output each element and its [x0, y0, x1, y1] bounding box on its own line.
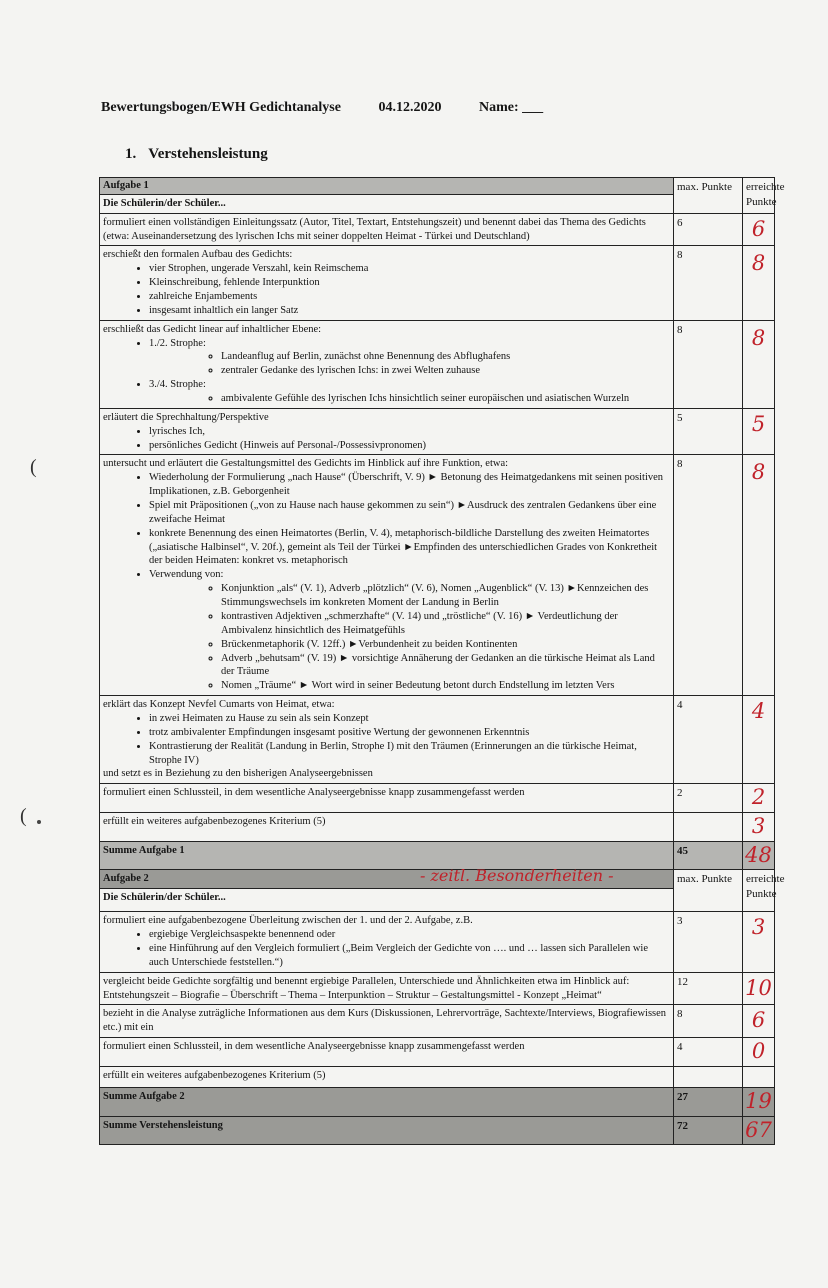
- max-points: 3: [674, 912, 743, 972]
- table-row: [100, 784, 775, 813]
- task2-sum-label: Summe Aufgabe 2: [100, 1087, 674, 1116]
- criterion-bullets: [103, 471, 670, 582]
- handwritten-score: 8: [743, 246, 775, 320]
- handwritten-score: 8: [743, 455, 775, 696]
- handwritten-score: 3: [743, 912, 775, 972]
- list-item: • insgesamt inhaltlich ein langer Satz: [149, 304, 670, 318]
- criterion-cell: [100, 912, 674, 972]
- max-points: 5: [674, 408, 743, 455]
- criterion-bullets: [103, 262, 670, 317]
- table-row: [100, 320, 775, 408]
- criterion-text: formuliert einen Schlussteil, in dem wesentliche Analyseergebnisse knapp zusammengefasst werden: [100, 1038, 674, 1067]
- list-item: • Verwendung von:: [149, 568, 670, 582]
- list-item: • Spiel mit Präpositionen („von zu Hause nach hause gekommen zu sein“) ►Ausdruck des zentralen Gedankens über eine zweifache Heimat: [149, 499, 670, 527]
- criterion-bullets: [103, 378, 670, 392]
- task1-header-row: [100, 178, 775, 195]
- max-points-header: max. Punkte: [674, 870, 743, 912]
- list-item: • zahlreiche Enjambements: [149, 290, 670, 304]
- list-item: ◦ Brückenmetaphorik (V. 12ff.) ►Verbundenheit zu beiden Kontinenten: [221, 638, 670, 652]
- criterion-cell: [100, 320, 674, 408]
- table-row: [100, 912, 775, 972]
- criterion-subbullets: [103, 582, 670, 693]
- criterion-cell: [100, 246, 674, 320]
- task1-sum-label: Summe Aufgabe 1: [100, 841, 674, 870]
- criterion-bullets: [103, 425, 670, 453]
- list-item: • Kontrastierung der Realität (Landung in Berlin, Strophe I) mit den Träumen (Erinnerungen an die türkische Heimat, Strophe IV): [149, 740, 670, 768]
- criterion-text: erschließt das Gedicht linear auf inhaltlicher Ebene:: [103, 323, 322, 335]
- criterion-text: und setzt es in Beziehung zu den bisherigen Analyseergebnissen: [103, 768, 373, 780]
- criterion-cell: [100, 696, 674, 784]
- task2-sum-max: 27: [674, 1087, 743, 1116]
- list-item: ◦ ambivalente Gefühle des lyrischen Ichs hinsichtlich seiner europäischen und asiatischen Wurzeln: [221, 392, 670, 406]
- table-row: [100, 213, 775, 246]
- table-row: [100, 1066, 775, 1087]
- criterion-bullets: [103, 928, 670, 970]
- list-item: • konkrete Benennung des einen Heimatortes (Berlin, V. 4), metaphorisch-bildliche Darstellung des zweiten Heimatortes („asiatische Halbinsel“, V. 20f.), gemeint als Teil der Türkei ►Empfinden des unterschiedlichen Grades von Konkretheit der beiden Heimaten: konkret vs. metaphorisch: [149, 527, 670, 569]
- criterion-text: erfüllt ein weiteres aufgabenbezogenes Kriterium (5): [100, 812, 674, 841]
- criterion-text: formuliert einen Schlussteil, in dem wesentliche Analyseergebnisse knapp zusammengefasst werden: [100, 784, 674, 813]
- max-points: 2: [674, 784, 743, 813]
- list-item: ◦ Landeanflug auf Berlin, zunächst ohne Benennung des Abflughafens: [221, 350, 670, 364]
- criterion-text: formuliert einen vollständigen Einleitungssatz (Autor, Titel, Textart, Entstehungszeit) und benennt dabei das Thema des Gedichts (etwa: Auseinandersetzung des lyrischen Ichs mit seiner doppelten Heimat - Türkei und Deutschland): [100, 213, 674, 246]
- task2-subject: Die Schülerin/der Schüler...: [100, 889, 674, 912]
- list-item: • vier Strophen, ungerade Verszahl, kein Reimschema: [149, 262, 670, 276]
- criterion-text: untersucht und erläutert die Gestaltungsmittel des Gedichts im Hinblick auf ihre Funktion, etwa:: [103, 458, 509, 470]
- handwritten-note: - zeitl. Besonderheiten -: [420, 866, 614, 885]
- handwritten-score: [743, 1066, 775, 1087]
- list-item: ◦ kontrastiven Adjektiven „schmerzhafte“ (V. 14) und „tröstliche“ (V. 16) ► Verdeutlichung der Ambivalenz hinsichtlich des Heimatgefühls: [221, 610, 670, 638]
- table-row: [100, 812, 775, 841]
- list-item: • lyrisches Ich,: [149, 425, 670, 439]
- task1-label: Aufgabe 1: [100, 178, 674, 195]
- handwritten-score: 8: [743, 320, 775, 408]
- list-item: ◦ Konjunktion „als“ (V. 1), Adverb „plötzlich“ (V. 6), Nomen „Augenblick“ (V. 13) ►Kennzeichen des Stimmungswechsels im konkreten Moment der Landung in Berlin: [221, 582, 670, 610]
- list-item: • ergiebige Vergleichsaspekte benennend oder: [149, 928, 670, 942]
- section-title: Verstehensleistung: [148, 146, 268, 162]
- table-row: [100, 696, 775, 784]
- total-row: [100, 1116, 775, 1145]
- total-label: Summe Verstehensleistung: [100, 1116, 674, 1145]
- list-item: • Kleinschreibung, fehlende Interpunktion: [149, 276, 670, 290]
- criterion-cell: [100, 455, 674, 696]
- criterion-cell: [100, 408, 674, 455]
- sheet-title: Bewertungsbogen/EWH Gedichtanalyse: [101, 100, 341, 115]
- list-item: • trotz ambivalenter Empfindungen insgesamt positive Wertung der gewonnenen Erkenntnis: [149, 726, 670, 740]
- table-row: [100, 1005, 775, 1038]
- max-points: [674, 812, 743, 841]
- max-points: 8: [674, 1005, 743, 1038]
- name-label: Name: ___: [478, 100, 544, 115]
- criterion-text: erfüllt ein weiteres aufgabenbezogenes Kriterium (5): [100, 1066, 674, 1087]
- task1-sum-score: 48: [743, 841, 775, 870]
- criterion-text: bezieht in die Analyse zuträgliche Informationen aus dem Kurs (Diskussionen, Lehrervorträge, Sachtexte/Interviews, Biografiewissen etc.) mit ein: [100, 1005, 674, 1038]
- handwritten-score: 2: [743, 784, 775, 813]
- criterion-subbullets: [103, 392, 670, 406]
- handwritten-score: 3: [743, 812, 775, 841]
- task2-sum-row: [100, 1087, 775, 1116]
- max-points: [674, 1066, 743, 1087]
- task2-subject-row: [100, 889, 775, 912]
- handwritten-score: 0: [743, 1038, 775, 1067]
- handwritten-score: 6: [743, 213, 775, 246]
- margin-mark: (: [20, 805, 27, 827]
- section-heading: [125, 146, 268, 163]
- list-item: ◦ Adverb „behutsam“ (V. 19) ► vorsichtige Annäherung der Gedanken an die türkische Heimat als Land der Träume: [221, 652, 670, 680]
- criterion-text: erläutert die Sprechhaltung/Perspektive: [103, 411, 269, 423]
- list-item: ◦ zentraler Gedanke des lyrischen Ichs: in zwei Welten zuhause: [221, 364, 670, 378]
- achieved-points-header: erreichte Punkte: [743, 870, 775, 912]
- table-row: [100, 455, 775, 696]
- sheet-date: 04.12.2020: [378, 100, 442, 115]
- table-row: [100, 408, 775, 455]
- document-header: [101, 100, 577, 116]
- criterion-bullets: [103, 712, 670, 767]
- total-score: 67: [743, 1116, 775, 1145]
- task1-subject-row: [100, 194, 775, 213]
- criterion-subbullets: [103, 350, 670, 378]
- max-points: 8: [674, 246, 743, 320]
- list-item: • 3./4. Strophe:: [149, 378, 670, 392]
- max-points: 8: [674, 455, 743, 696]
- section-number: 1.: [125, 146, 137, 162]
- max-points: 4: [674, 1038, 743, 1067]
- achieved-points-header: erreichte Punkte: [743, 178, 775, 214]
- criterion-bullets: [103, 337, 670, 351]
- total-max: 72: [674, 1116, 743, 1145]
- handwritten-score: 4: [743, 696, 775, 784]
- margin-mark: (: [30, 456, 37, 478]
- list-item: • 1./2. Strophe:: [149, 337, 670, 351]
- table-row: [100, 246, 775, 320]
- criterion-text: erschießt den formalen Aufbau des Gedichts:: [103, 249, 293, 261]
- list-item: • in zwei Heimaten zu Hause zu sein als sein Konzept: [149, 712, 670, 726]
- handwritten-score: 10: [743, 972, 775, 1005]
- list-item: ◦ Nomen „Träume“ ► Wort wird in seiner Bedeutung betont durch Endstellung im letzten Vers: [221, 679, 670, 693]
- grading-table: [99, 177, 785, 1145]
- max-points: 6: [674, 213, 743, 246]
- task1-sum-max: 45: [674, 841, 743, 870]
- criterion-text: formuliert eine aufgabenbezogene Überleitung zwischen der 1. und der 2. Aufgabe, z.B.: [103, 915, 473, 927]
- max-points-header: max. Punkte: [674, 178, 743, 214]
- list-item: • Wiederholung der Formulierung „nach Hause“ (Überschrift, V. 9) ► Betonung des Heimatgedankens mit seinen positiven Implikationen, z.B. Geborgenheit: [149, 471, 670, 499]
- max-points: 8: [674, 320, 743, 408]
- max-points: 4: [674, 696, 743, 784]
- list-item: • eine Hinführung auf den Vergleich formuliert („Beim Vergleich der Gedichte von …. und … lassen sich Parallelen wie auch Unterschiede feststellen.“): [149, 942, 670, 970]
- handwritten-score: 6: [743, 1005, 775, 1038]
- max-points: 12: [674, 972, 743, 1005]
- margin-dot: [37, 820, 41, 824]
- task2-label: Aufgabe 2: [100, 870, 674, 889]
- table-row: [100, 1038, 775, 1067]
- criterion-text: erklärt das Konzept Nevfel Cumarts von Heimat, etwa:: [103, 699, 335, 711]
- criterion-text: vergleicht beide Gedichte sorgfältig und benennt ergiebige Parallelen, Unterschiede und Ähnlichkeiten etwa im Hinblick auf: Entstehungszeit – Biografie – Überschrift – Thema – Interpunktion – Struktur – Gestaltungsmittel - Konzept „Heimat“: [100, 972, 674, 1005]
- task1-subject: Die Schülerin/der Schüler...: [100, 194, 674, 213]
- list-item: • persönliches Gedicht (Hinweis auf Personal-/Possessivpronomen): [149, 439, 670, 453]
- table-row: [100, 972, 775, 1005]
- task2-sum-score: 19: [743, 1087, 775, 1116]
- handwritten-score: 5: [743, 408, 775, 455]
